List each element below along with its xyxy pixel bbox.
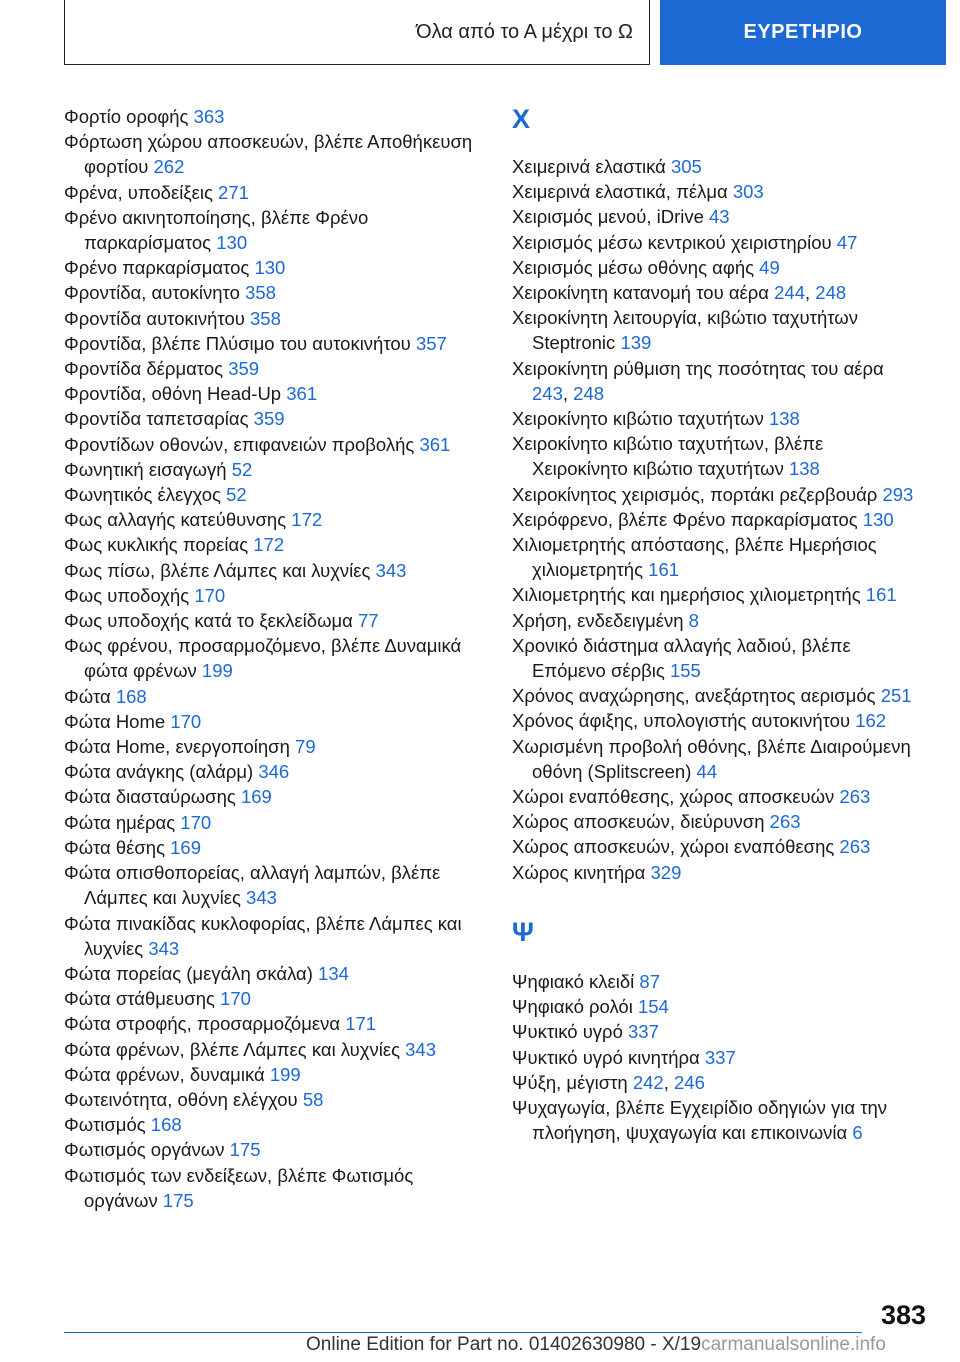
index-term: Φώτα ημέρας — [64, 811, 181, 833]
index-term: Χώρος αποσκευών, διεύρυνση — [512, 811, 770, 833]
index-entry — [64, 1163, 484, 1213]
page-reference-link[interactable]: 248 — [573, 382, 605, 404]
index-term: Ψύξη, μέγιστη — [512, 1071, 633, 1093]
index-entry — [64, 482, 484, 507]
index-term: Χώρος αποσκευών, χώροι εναπόθεσης — [512, 836, 840, 858]
index-entry — [64, 280, 484, 305]
index-entry: Χειροκίνητη κατανομή του αέρα 244, 248 — [512, 282, 847, 304]
page-reference-link[interactable]: 172 — [291, 509, 323, 531]
index-column-right — [512, 104, 924, 1145]
index-term: Φώτα οπισθοπορείας, αλλαγή λαμπών, βλέπε Λάμπες και λυχνίες — [64, 862, 441, 909]
index-term: Φωτισμός των ενδείξεων, βλέπε Φωτισμός οργάνων — [64, 1164, 414, 1211]
index-term: Φωνητικός έλεγχος — [64, 484, 227, 506]
page-reference-link[interactable]: 169 — [170, 836, 201, 858]
index-term: Φώτα διασταύρωσης — [64, 786, 241, 808]
index-entry — [512, 179, 924, 204]
index-entry — [512, 255, 924, 280]
index-entry — [64, 1011, 484, 1036]
index-entry — [512, 809, 924, 834]
page-reference-link[interactable]: 170 — [170, 710, 202, 732]
page-reference-link[interactable]: 162 — [855, 710, 887, 732]
index-term: Φώτα ανάγκης (αλάρμ) — [64, 761, 259, 783]
index-entry — [64, 860, 484, 910]
page-reference-link[interactable]: 170 — [194, 584, 226, 606]
watermark: carmanualsonline.info — [701, 1334, 886, 1355]
index-entry — [64, 583, 484, 608]
page-reference-link[interactable]: 169 — [240, 786, 272, 808]
page-reference-link[interactable]: 248 — [815, 282, 847, 304]
page-reference-link[interactable]: 47 — [836, 231, 858, 253]
index-term: Χειρισμός μέσω οθόνης αφής — [512, 256, 760, 278]
index-entry — [512, 683, 924, 708]
index-entry — [64, 1087, 484, 1112]
page-reference-link[interactable]: 171 — [345, 1013, 377, 1035]
index-term: Φροντίδα, οθόνη Head-Up — [64, 383, 287, 405]
index-term: Χώροι εναπόθεσης, χώρος αποσκευών — [512, 786, 840, 808]
index-term: Φώτα πινακίδας κυκλοφορίας, βλέπε Λάμπες και λυχνίες — [64, 912, 462, 959]
page-reference-link[interactable]: 358 — [245, 282, 276, 304]
page-reference-link[interactable]: 168 — [115, 685, 147, 707]
page-reference-link[interactable]: 44 — [696, 760, 718, 782]
index-entry — [512, 633, 924, 683]
index-entry — [64, 381, 484, 406]
page-reference-link[interactable]: 139 — [620, 332, 652, 354]
index-entry — [64, 961, 484, 986]
index-term: Φωτισμός — [64, 1114, 151, 1136]
page-reference-link[interactable]: 246 — [674, 1071, 705, 1093]
index-term: Φωτεινότητα, οθόνη ελέγχου — [64, 1088, 303, 1110]
psi-entries — [512, 969, 924, 1145]
page-number: 383 — [880, 1300, 926, 1330]
index-entry — [64, 734, 484, 759]
page-reference-link[interactable]: 363 — [193, 106, 225, 127]
index-term: Χειροκίνητος χειρισμός, πορτάκι ρεζερβουάρ — [512, 483, 883, 505]
index-entry — [512, 708, 924, 733]
index-term: Χειροκίνητο κιβώτιο ταχυτήτων — [512, 408, 769, 430]
index-entry — [64, 306, 484, 331]
page-reference-link[interactable]: 130 — [216, 232, 248, 254]
index-term: Χρονικό διάστημα αλλαγής λαδιού, βλέπε Επόμενο σέρβις — [512, 634, 851, 682]
index-term: Χειρόφρενο, βλέπε Φρένο παρκαρίσματος — [512, 508, 863, 530]
page-reference-link[interactable]: 172 — [253, 534, 285, 556]
page-reference-link[interactable]: 49 — [759, 256, 780, 278]
page-reference-link[interactable]: 361 — [419, 433, 451, 455]
index-entry — [64, 835, 484, 860]
section-letter-psi: Ψ — [512, 916, 534, 947]
page-reference-link[interactable]: 359 — [253, 408, 285, 430]
index-entry — [64, 432, 484, 457]
index-term: Φροντίδα, αυτοκίνητο — [64, 282, 246, 304]
index-entry — [512, 582, 924, 607]
index-entry — [64, 558, 484, 583]
index-entry — [512, 406, 924, 431]
index-term: Χειροκίνητο κιβώτιο ταχυτήτων, βλέπε Χειροκίνητο κιβώτιο ταχυτήτων — [512, 433, 824, 480]
page-reference-link[interactable]: 170 — [220, 988, 251, 1010]
index-entry — [64, 784, 484, 809]
page-reference-link[interactable]: 305 — [670, 156, 702, 177]
index-term: Ψυκτικό υγρό κινητήρα — [512, 1046, 705, 1068]
index-entry — [512, 482, 924, 507]
index-term: Φώτα φρένων, δυναμικά — [64, 1063, 270, 1085]
index-term: Φώτα — [64, 685, 116, 707]
index-term: Φωτισμός οργάνων — [64, 1139, 230, 1161]
page-reference-link[interactable]: 263 — [839, 786, 871, 808]
page-reference-link[interactable]: 242 — [632, 1071, 664, 1093]
index-entry — [64, 457, 484, 482]
page-reference-link[interactable]: 138 — [768, 408, 800, 430]
page-reference-link[interactable]: 134 — [318, 962, 349, 984]
index-entry — [64, 406, 484, 431]
index-entry — [64, 911, 484, 961]
index-term: Φωνητική εισαγωγή — [64, 458, 232, 480]
index-term: Χειρισμός μενού, iDrive — [512, 206, 710, 228]
page-reference-link[interactable]: 8 — [688, 609, 699, 631]
page-reference-link[interactable]: 87 — [639, 970, 660, 992]
index-term: Χώρος κινητήρα — [512, 861, 651, 883]
index-term: Φως υποδοχής κατά το ξεκλείδωμα — [64, 610, 359, 632]
index-term: Φώτα φρένων, βλέπε Λάμπες και λυχνίες — [64, 1038, 406, 1060]
index-entry — [64, 1037, 484, 1062]
index-term: Χωρισμένη προβολή οθόνης, βλέπε Διαιρούμενη οθόνη (Splitscreen) — [512, 735, 911, 782]
index-term: Φως κυκλικής πορείας — [64, 534, 254, 556]
index-term: Χρόνος αναχώρησης, ανεξάρτητος αερισμός — [512, 685, 881, 707]
index-entry — [64, 356, 484, 381]
index-term: Φροντίδα, βλέπε Πλύσιμο του αυτοκινήτου — [64, 332, 416, 354]
index-term: Φροντίδων οθονών, επιφανειών προβολής — [64, 433, 420, 455]
index-term: Φροντίδα δέρματος — [64, 358, 229, 380]
index-entry — [512, 969, 924, 994]
page-reference-link[interactable]: 175 — [229, 1139, 261, 1161]
index-entry — [512, 154, 924, 179]
index-term: Φρένα, υποδείξεις — [64, 181, 219, 203]
index-entry — [512, 230, 924, 255]
index-term: Ψηφιακό κλειδί — [512, 970, 640, 992]
footer-edition: Online Edition for Part no. 01402630980 - X/19 — [306, 1334, 702, 1355]
index-entry — [512, 305, 924, 355]
footer-divider — [64, 1332, 862, 1333]
index-term: Φροντίδα ταπετσαρίας — [64, 408, 254, 430]
index-entry — [64, 810, 484, 835]
page-reference-link[interactable]: 77 — [358, 610, 379, 632]
index-entry — [64, 255, 484, 280]
index-term: Χρόνος άφιξης, υπολογιστής αυτοκινήτου — [512, 710, 856, 732]
index-entry — [512, 734, 924, 784]
index-entry — [64, 129, 484, 179]
index-term: Φορτίο οροφής — [64, 106, 194, 127]
index-entry — [512, 1045, 924, 1070]
index-entry — [64, 532, 484, 557]
page-reference-link[interactable]: 161 — [648, 559, 680, 581]
page-reference-link[interactable]: 343 — [148, 937, 180, 959]
index-term: Χιλιομετρητής απόστασης, βλέπε Ημερήσιος χιλιομετρητής — [512, 534, 877, 581]
index-term: Ψηφιακό ρολόι — [512, 996, 638, 1018]
index-entry: Ψύξη, μέγιστη 242, 246 — [512, 1071, 705, 1093]
page-reference-link[interactable]: 251 — [880, 685, 912, 707]
index-term: Χειμερινά ελαστικά — [512, 156, 671, 177]
page-reference-link[interactable]: 79 — [295, 736, 316, 758]
page-reference-link[interactable]: 199 — [201, 660, 233, 682]
index-term: Χειμερινά ελαστικά, πέλμα — [512, 181, 733, 203]
index-term: Φώτα θέσης — [64, 836, 171, 858]
page-reference-link[interactable]: 337 — [704, 1046, 736, 1068]
page-reference-link[interactable]: 271 — [218, 181, 249, 203]
page-reference-link[interactable]: 168 — [150, 1114, 182, 1136]
index-term: Χειροκίνητη λειτουργία, κιβώτιο ταχυτήτων Steptronic — [512, 307, 858, 354]
index-entry — [64, 104, 484, 129]
index-term: Φροντίδα αυτοκινήτου — [64, 307, 251, 329]
page-reference-link[interactable]: 138 — [788, 458, 820, 480]
index-entry — [64, 986, 484, 1011]
page-reference-link[interactable]: 359 — [228, 358, 260, 380]
page-reference-link[interactable]: 58 — [302, 1088, 324, 1110]
page-reference-link[interactable]: 293 — [882, 483, 914, 505]
page-reference-link[interactable]: 343 — [246, 887, 277, 909]
index-term: Φώτα στροφής, προσαρμοζόμενα — [64, 1013, 346, 1035]
page-reference-link[interactable]: 43 — [709, 206, 730, 228]
top-navigation — [64, 0, 946, 65]
index-entry — [64, 1137, 484, 1162]
page-reference-link[interactable]: 361 — [286, 383, 318, 405]
page-reference-link[interactable]: 170 — [180, 811, 212, 833]
index-term: Χειροκίνητη κατανομή του αέρα — [512, 282, 775, 304]
index-entry — [64, 684, 484, 709]
page-reference-link[interactable]: 199 — [269, 1063, 301, 1085]
page-reference-link[interactable]: 263 — [839, 836, 871, 858]
page-reference-link[interactable]: 175 — [162, 1189, 194, 1211]
index-entry — [512, 994, 924, 1019]
page-reference-link[interactable]: 130 — [254, 257, 286, 279]
page-reference-link[interactable]: 243 — [532, 382, 563, 404]
page-reference-link[interactable]: 262 — [153, 156, 185, 178]
page-reference-link[interactable]: 161 — [865, 584, 897, 606]
page-reference-link[interactable]: 357 — [415, 332, 447, 354]
index-entry — [64, 331, 484, 356]
index-entry — [512, 204, 924, 229]
index-entry — [512, 431, 924, 481]
index-term: Φώτα Home, ενεργοποίηση — [64, 736, 296, 758]
index-term: Φως αλλαγής κατεύθυνσης — [64, 509, 292, 531]
page-reference-link[interactable]: 303 — [732, 181, 764, 203]
index-column-left — [64, 104, 484, 1213]
index-entry — [64, 633, 484, 683]
index-entry — [64, 205, 484, 255]
page-reference-link[interactable]: 329 — [650, 861, 682, 883]
index-term: Φως πίσω, βλέπε Λάμπες και λυχνίες — [64, 559, 376, 581]
page-reference-link[interactable]: 155 — [669, 660, 701, 682]
index-term: Φρένο ακινητοποίησης, βλέπε Φρένο παρκαρίσματος — [64, 206, 369, 254]
tab-all-a-to-z[interactable]: Όλα από το Α μέχρι το Ω — [64, 0, 650, 65]
chi-entries — [512, 154, 924, 885]
footer — [306, 1334, 886, 1356]
index-entry — [64, 759, 484, 784]
page-reference-link[interactable]: 346 — [258, 761, 290, 783]
index-entry — [64, 1112, 484, 1137]
index-entry — [64, 608, 484, 633]
index-term: Φως φρένου, προσαρμοζόμενο, βλέπε Δυναμικά φώτα φρένων — [64, 635, 462, 682]
page-reference-link[interactable]: 52 — [231, 458, 253, 480]
index-entry — [512, 1019, 924, 1044]
page-reference-link[interactable]: 358 — [250, 307, 281, 329]
tab-index[interactable]: ΕΥΡΕΤΗΡΙΟ — [660, 0, 946, 65]
index-entry — [512, 784, 924, 809]
index-entry — [64, 1062, 484, 1087]
index-entry — [512, 1095, 924, 1145]
page-reference-link[interactable]: 6 — [852, 1122, 863, 1144]
index-term: Φώτα Home — [64, 710, 171, 732]
index-entry — [512, 507, 924, 532]
index-entry — [64, 709, 484, 734]
index-term: Φρένο παρκαρίσματος — [64, 257, 255, 279]
index-term: Φως υποδοχής — [64, 584, 195, 606]
index-entry — [512, 860, 924, 885]
page-reference-link[interactable]: 263 — [769, 811, 801, 833]
index-entry: Χειροκίνητη ρύθμιση της ποσότητας του αέρα 243, 248 — [512, 357, 884, 404]
index-term: Χειρισμός μέσω κεντρικού χειριστηρίου — [512, 231, 837, 253]
index-entry — [512, 532, 924, 582]
page-reference-link[interactable]: 154 — [637, 996, 669, 1018]
index-entry — [64, 180, 484, 205]
index-term: Χρήση, ενδεδειγμένη — [512, 609, 689, 631]
section-letter-chi: X — [512, 104, 531, 134]
page-reference-link[interactable]: 130 — [862, 508, 894, 530]
page-reference-link[interactable]: 343 — [405, 1038, 437, 1060]
index-term: Φώτα πορείας (μεγάλη σκάλα) — [64, 962, 319, 984]
index-entry — [64, 507, 484, 532]
page-reference-link[interactable]: 244 — [774, 282, 806, 304]
index-entry — [512, 608, 924, 633]
index-term: Φόρτωση χώρου αποσκευών, βλέπε Αποθήκευση φορτίου — [64, 131, 473, 178]
index-term: Φώτα στάθμευσης — [64, 988, 221, 1010]
index-term: Χειροκίνητη ρύθμιση της ποσότητας του αέρα — [512, 357, 884, 379]
index-term: Ψυχαγωγία, βλέπε Εγχειρίδιο οδηγιών για την πλοήγηση, ψυχαγωγία και επικοινωνία — [512, 1096, 888, 1144]
index-term: Ψυκτικό υγρό — [512, 1021, 629, 1043]
page-reference-link[interactable]: 337 — [628, 1021, 659, 1043]
index-term: Χιλιομετρητής και ημερήσιος χιλιομετρητής — [512, 584, 866, 606]
page-reference-link[interactable]: 343 — [375, 559, 407, 581]
page-reference-link[interactable]: 52 — [226, 484, 247, 506]
index-entry — [512, 834, 924, 859]
